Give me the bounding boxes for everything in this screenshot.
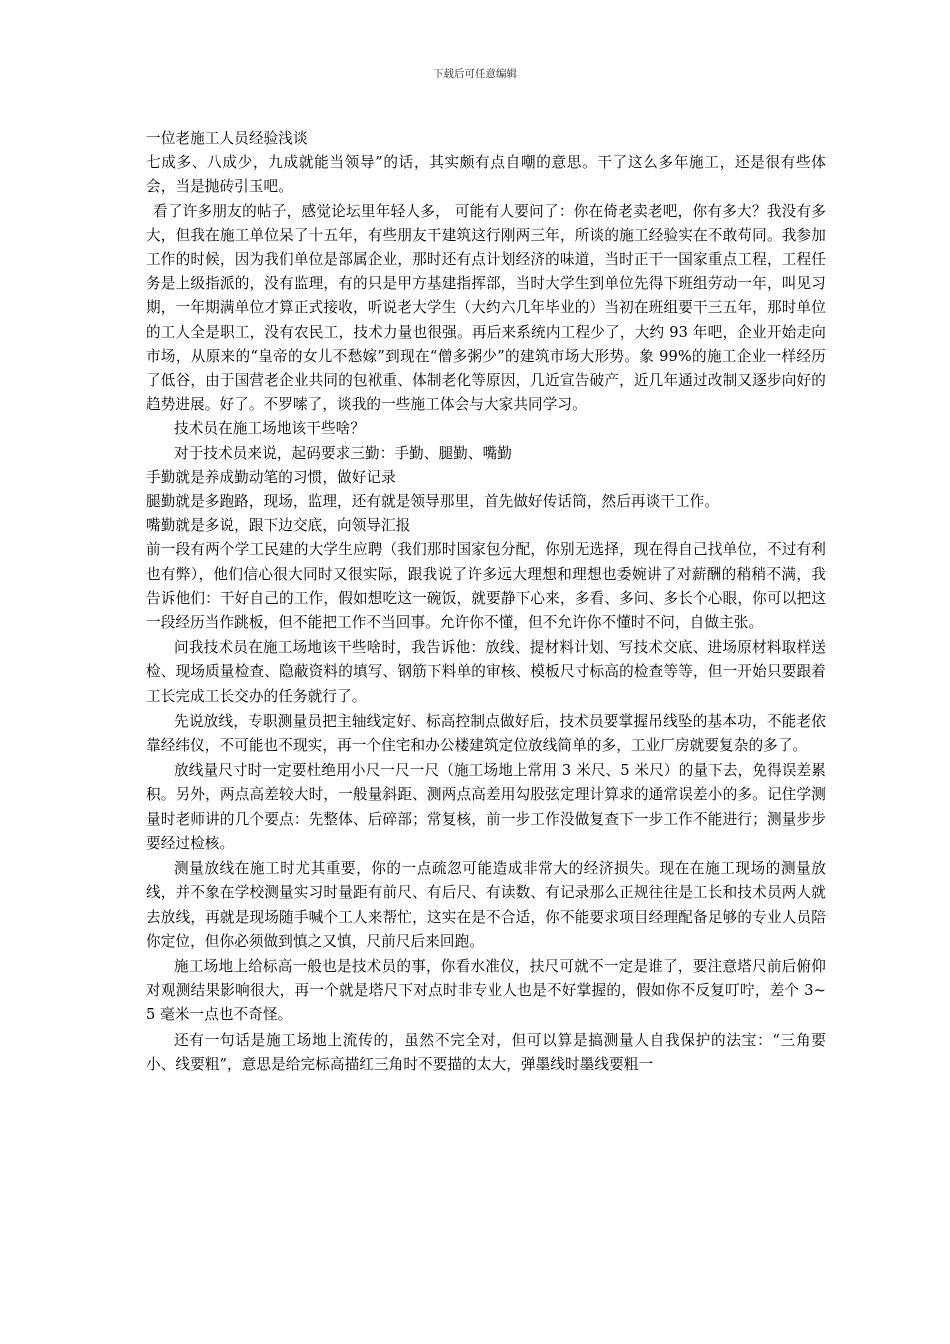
paragraph-background: 看了许多朋友的帖子，感觉论坛里年轻人多， 可能有人要问了：你在倚老卖老吧，你有多大？我没有多大，但我在施工单位呆了十五年，有些朋友干建筑这行刚两三年，所谈的施工经验实在不敢苟同。我参加工作的时候，因为我们单位是部属企业，那时还有点计划经济的味道，当时正干一国家重点工程，工程任务是上级指派的，没有监理，有的只是甲方基建指挥部，当时大学生到单位先得下班组劳动一年，叫见习期，一年期满单位才算正式接收，听说老大学生（大约六几年毕业的）当初在班组要干三五年，那时单位的工人全是职工，没有农民工，技术力量也很强。再后来系统内工程少了，大约 93 年吧，企业开始走向市场，从原来的“皇帝的女儿不愁嫁”到现在“僧多粥少”的建筑市场大形势。象 99%的施工企业一样经历了低谷，由于国营老企业共同的包袱重、体制老化等原因，几近宣告破产，近几年通过改制又逐步向好的趋势进展。好了。不罗嗦了，谈我的一些施工体会与大家共同学习。 — [146, 202, 826, 414]
page-header: 下载后可任意编辑 — [433, 68, 517, 80]
paragraph-hand-diligence: 手勤就是养成勤动笔的习惯，做好记录 — [146, 468, 396, 486]
paragraph-intro: 七成多、八成少，九成就能当领导”的话，其实颇有点自嘲的意思。干了这么多年施工，还是很有些体会，当是抛砖引玉吧。 — [146, 154, 826, 196]
paragraph-measuring: 放线量尺寸时一定要杜绝用小尺一尺一尺（施工场地上常用 3 米尺、5 米尺）的量下去，免得误差累积。另外，两点高差较大时，一般量斜距、测两点高差用勾股弦定理计算求的通常误差小的多。记住学测量时老师讲的几个要点：先整体、后碎部；常复核，前一步工作没做复查下一步工作不能进行；测量步步要经过检核。 — [146, 762, 826, 852]
paragraph-mouth-diligence: 嘴勤就是多说，跟下边交底，向领导汇报 — [146, 517, 411, 535]
paragraph-elevation: 施工场地上给标高一般也是技术员的事，你看水准仪，扶尺可就不一定是谁了，要注意塔尺前后俯仰对观测结果影响很大，再一个就是塔尺下对点时非专业人也是不好掌握的，假如你不反复叮咛，差个 3~5 毫米一点也不奇怪。 — [146, 957, 826, 1024]
paragraph-layout: 先说放线，专职测量员把主轴线定好、标高控制点做好后，技术员要掌握吊线坠的基本功，不能老依靠经纬仪，不可能也不现实，再一个住宅和办公楼建筑定位放线简单的多，工业厂房就要复杂的多了。 — [146, 712, 826, 755]
document-body — [146, 127, 826, 1077]
paragraph-graduates: 前一段有两个学工民建的大学生应聘（我们那时国家包分配，你别无选择，现在得自己找单位，不过有利也有弊），他们信心很大同时又很实际，跟我说了许多远大理想和理想也委婉讲了对薪酬的稍稍不满，我告诉他们：干好自己的工作，假如想吃这一碗饭，就要静下心来，多看、多问、多长个心眼，你可以把这一段经历当作跳板，但不能把工作不当回事。允许你不懂，但不允许你不懂时不问，自做主张。 — [146, 541, 826, 632]
document-title: 一位老施工人员经验浅谈 — [146, 130, 308, 147]
paragraph-duties: 问我技术员在施工场地该干些啥时，我告诉他：放线、提材料计划、写技术交底、进场原材料取样送检、现场质量检查、隐蔽资料的填写、钢筋下料单的审核、模板尺寸标高的检查等等，但一开始只要跟着工长完成工长交办的任务就行了。 — [146, 639, 826, 705]
paragraph-three-diligences: 对于技术员来说，起码要求三勤：手勤、腿勤、嘴勤 — [174, 444, 512, 462]
paragraph-survey-importance: 测量放线在施工时尤其重要，你的一点疏忽可能造成非常大的经济损失。现在在施工现场的测量放线，并不象在学校测量实习时量距有前尺、有后尺、有读数、有记录那么正规往往是工长和技术员两人就去放线，再就是现场随手喊个工人来帮忙，这实在是不合适，你不能要求项目经理配备足够的专业人员陪你定位，但你必须做到慎之又慎，尺前尺后来回跑。 — [146, 860, 826, 950]
section-heading: 技术员在施工场地该干些啥？ — [174, 420, 366, 438]
paragraph-leg-diligence: 腿勤就是多跑路，现场，监理，还有就是领导那里，首先做好传话筒，然后再谈干工作。 — [146, 493, 720, 511]
paragraph-saying: 还有一句话是施工场地上流传的，虽然不完全对，但可以算是搞测量人自我保护的法宝：“三角要小、线要粗”，意思是给完标高描红三角时不要描的太大，弹墨线时墨线要粗一 — [146, 1031, 826, 1073]
